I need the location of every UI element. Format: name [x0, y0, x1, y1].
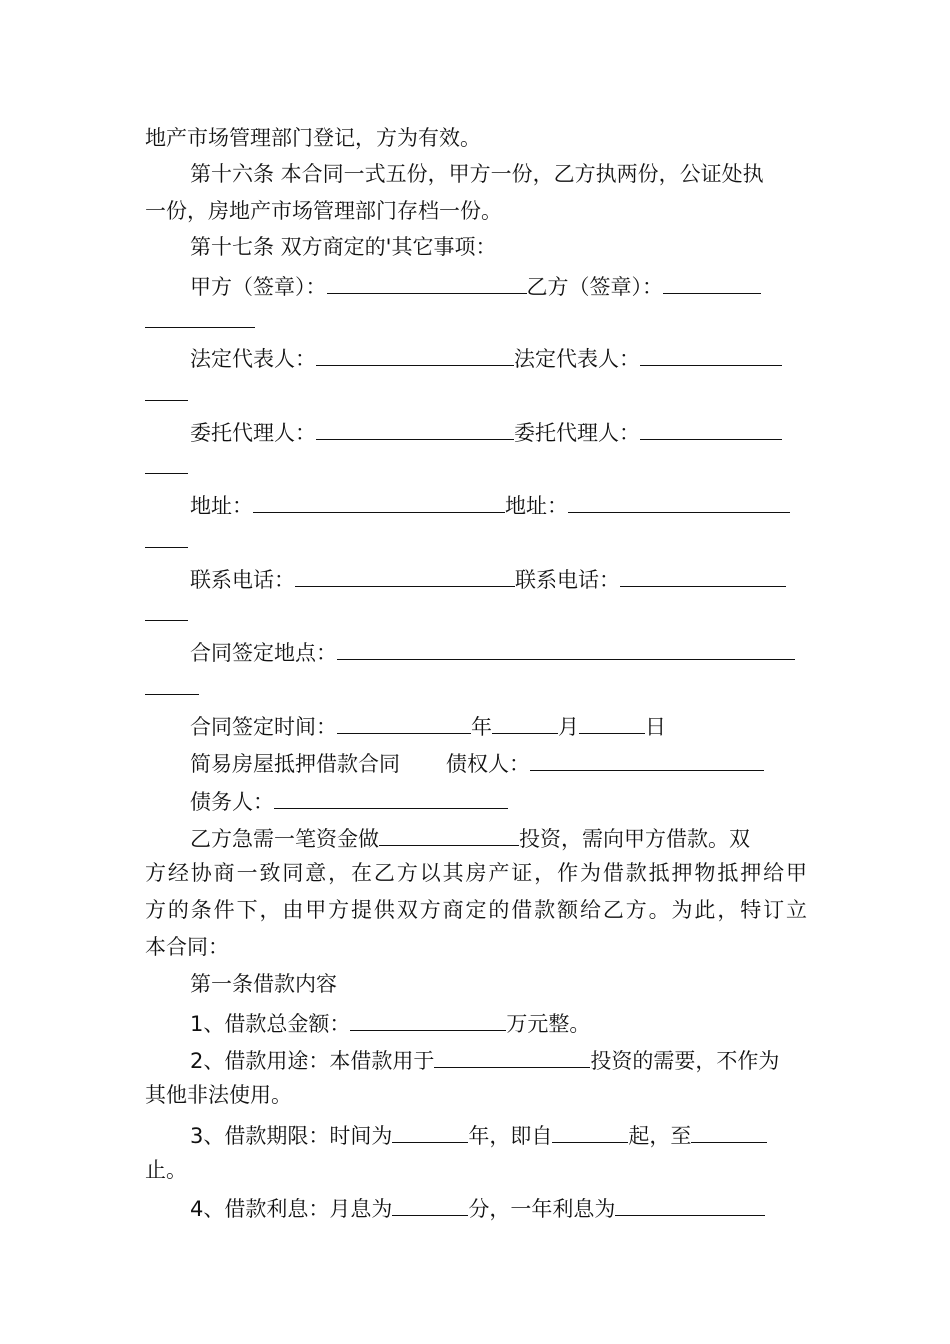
blank-field[interactable]: [392, 1119, 468, 1143]
paragraph-line: 乙方急需一笔资金做 投资，需向甲方借款。双: [190, 822, 807, 853]
paragraph-line: 止。: [145, 1158, 187, 1182]
blank-field[interactable]: [145, 473, 188, 474]
blank-field[interactable]: [350, 1007, 506, 1031]
blank-field[interactable]: [691, 1119, 767, 1143]
blank-field[interactable]: [145, 547, 188, 548]
blank-field[interactable]: [274, 785, 508, 809]
phone-line: 联系电话： 联系电话：: [190, 563, 807, 594]
paragraph-line: 第十六条 本合同一式五份，甲方一份，乙方执两份，公证处执: [190, 162, 764, 186]
blank-field[interactable]: [492, 710, 558, 734]
blank-field[interactable]: [253, 489, 505, 513]
contract-title: 简易房屋抵押借款合同: [190, 752, 400, 776]
blank-field[interactable]: [392, 1192, 468, 1216]
paragraph-line: 方的条件下，由甲方提供双方商定的借款额给乙方。为此，特订立: [145, 898, 807, 922]
blank-field[interactable]: [568, 489, 790, 513]
paragraph-line: 第十七条 双方商定的'其它事项：: [190, 235, 497, 259]
blank-field[interactable]: [615, 1192, 765, 1216]
blank-field[interactable]: [379, 822, 519, 846]
paragraph-line: 本合同：: [145, 935, 229, 959]
blank-field[interactable]: [145, 694, 199, 695]
blank-field[interactable]: [337, 636, 795, 660]
paragraph-line: 地产市场管理部门登记，方为有效。: [145, 126, 481, 150]
blank-field[interactable]: [316, 416, 514, 440]
agent-line: 委托代理人： 委托代理人：: [190, 416, 807, 447]
paragraph-line: 方经协商一致同意，在乙方以其房产证，作为借款抵押物抵押给甲: [145, 861, 807, 885]
blank-field[interactable]: [434, 1044, 590, 1068]
signature-party-line: 甲方（签章）： 乙方（签章）：: [190, 270, 807, 301]
blank-field[interactable]: [552, 1119, 628, 1143]
address-line: 地址： 地址：: [190, 489, 807, 520]
blank-field[interactable]: [295, 563, 515, 587]
item-line: 2、借款用途：本借款用于 投资的需要，不作为: [190, 1044, 807, 1075]
legal-rep-line: 法定代表人： 法定代表人：: [190, 342, 807, 373]
blank-field[interactable]: [620, 563, 786, 587]
contract-title-line: 简易房屋抵押借款合同 债权人：: [190, 747, 807, 778]
article-heading: 第一条借款内容: [190, 972, 337, 996]
blank-field[interactable]: [316, 342, 514, 366]
blank-field[interactable]: [579, 710, 645, 734]
paragraph-line: 其他非法使用。: [145, 1083, 292, 1107]
blank-field[interactable]: [640, 416, 782, 440]
blank-field[interactable]: [337, 710, 471, 734]
blank-field[interactable]: [530, 747, 764, 771]
blank-field[interactable]: [640, 342, 782, 366]
item-line: 3、借款期限：时间为 年，即自 起，至: [190, 1119, 807, 1150]
paragraph-line: 一份，房地产市场管理部门存档一份。: [145, 199, 502, 223]
blank-field[interactable]: [145, 400, 188, 401]
signing-time-line: 合同签定时间： 年 月 日: [190, 710, 807, 741]
debtor-line: 债务人：: [190, 785, 807, 816]
signing-place-line: 合同签定地点：: [190, 636, 807, 667]
blank-field[interactable]: [145, 620, 188, 621]
item-line: 1、借款总金额： 万元整。: [190, 1007, 807, 1038]
blank-field[interactable]: [327, 270, 527, 294]
blank-field[interactable]: [145, 327, 255, 328]
item-line: 4、借款利息：月息为 分，一年利息为: [190, 1192, 807, 1223]
blank-field[interactable]: [663, 270, 761, 294]
